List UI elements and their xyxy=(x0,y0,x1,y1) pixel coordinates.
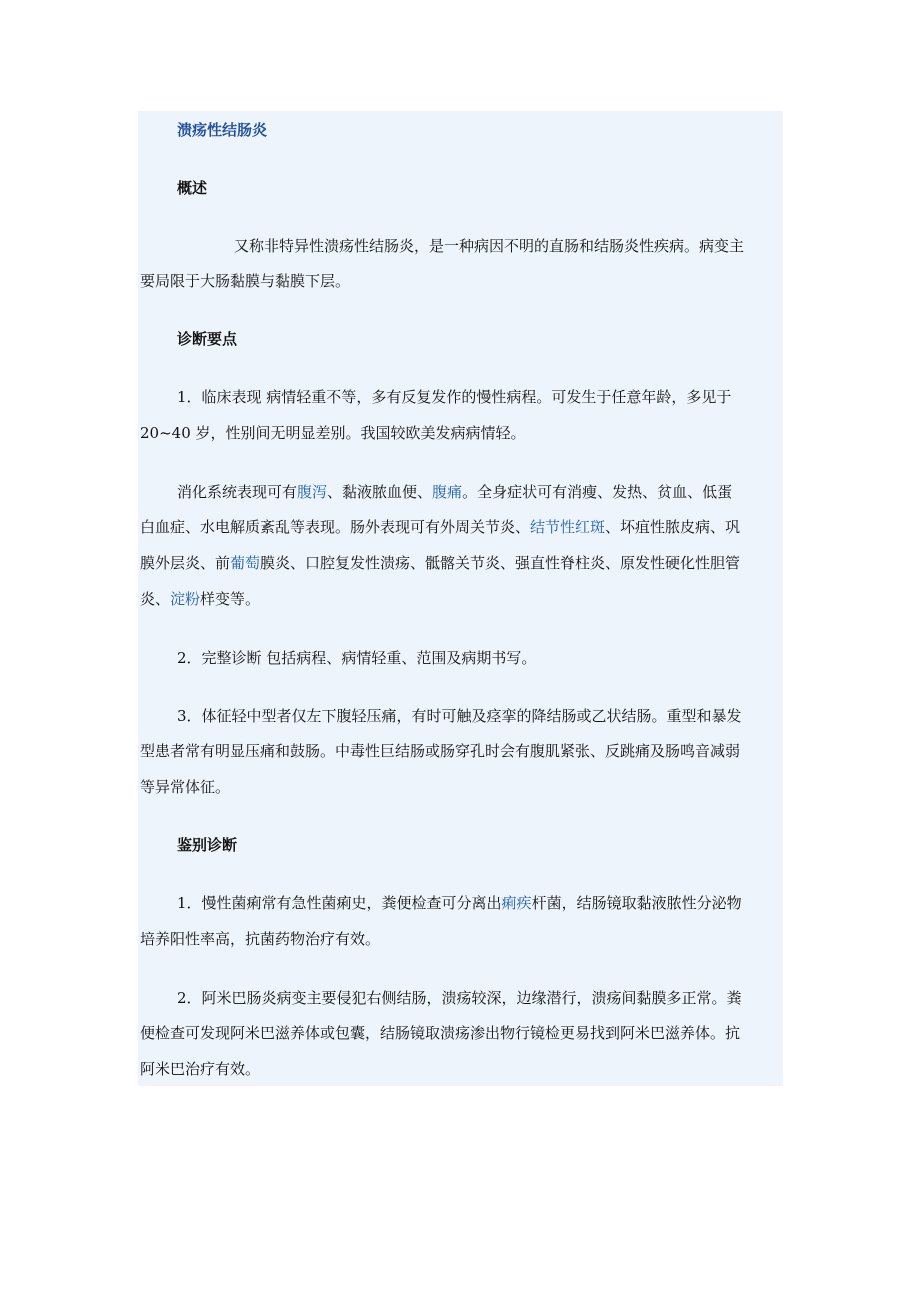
text-span: 消化系统表现可有 xyxy=(177,483,298,501)
diagnosis-p2-line-3 xyxy=(140,551,740,575)
link-erythema-nodosum[interactable]: 结节性红斑 xyxy=(530,518,606,536)
link-abdominal-pain[interactable]: 腹痛 xyxy=(432,483,463,501)
section-heading-overview: 概述 xyxy=(177,179,208,197)
link-dysentery[interactable]: 痢疾 xyxy=(501,894,532,912)
text-span: 膜外层炎、前 xyxy=(140,554,231,572)
overview-line-2: 要局限于大肠黏膜与黏膜下层。 xyxy=(140,272,351,290)
text-span: 白血症、水电解质紊乱等表现。肠外表现可有外周关节炎、 xyxy=(140,518,531,536)
text-span: 、坏疽性脓皮病、巩 xyxy=(605,518,741,536)
differential-p2-line-2: 便检查可发现阿米巴滋养体或包囊，结肠镜取溃疡渗出物行镜检更易找到阿米巴滋养体。抗 xyxy=(140,1024,741,1042)
page-title: 溃疡性结肠炎 xyxy=(177,121,268,139)
link-amyloid[interactable]: 淀粉 xyxy=(170,590,201,608)
text-span: 膜炎、口腔复发性溃疡、骶髂关节炎、强直性脊柱炎、原发性硬化性胆管 xyxy=(260,554,741,572)
text-span: 、黏液脓血便、 xyxy=(327,483,433,501)
link-grape[interactable]: 葡萄 xyxy=(230,554,261,572)
link-diarrhea[interactable]: 腹泻 xyxy=(297,483,328,501)
diagnosis-p2-line-1 xyxy=(177,480,732,504)
section-heading-diagnosis: 诊断要点 xyxy=(177,330,238,348)
diagnosis-p1-line-1: 1．临床表现 病情轻重不等，多有反复发作的慢性病程。可发生于任意年龄，多见于 xyxy=(177,388,732,406)
section-heading-differential: 鉴别诊断 xyxy=(177,836,238,854)
diagnosis-p2-line-2 xyxy=(140,515,740,539)
diagnosis-p4-line-3: 等异常体征。 xyxy=(140,778,231,796)
differential-p2-line-1: 2．阿米巴肠炎病变主要侵犯右侧结肠，溃疡较深，边缘潜行，溃疡间黏膜多正常。粪 xyxy=(177,989,742,1007)
diagnosis-p1-line-2: 20~40 岁，性别间无明显差别。我国较欧美发病病情轻。 xyxy=(140,424,526,442)
text-span: 。全身症状可有消瘦、发热、贫血、低蛋 xyxy=(462,483,733,501)
differential-p2-line-3: 阿米巴治疗有效。 xyxy=(140,1060,261,1078)
differential-p1-line-1 xyxy=(177,891,742,915)
text-span: 炎、 xyxy=(140,590,171,608)
diagnosis-p4-line-2: 型患者常有明显压痛和鼓肠。中毒性巨结肠或肠穿孔时会有腹肌紧张、反跳痛及肠鸣音减弱 xyxy=(140,742,741,760)
diagnosis-p2-line-4 xyxy=(140,587,260,611)
diagnosis-p4-line-1: 3．体征轻中型者仅左下腹轻压痛，有时可触及痉挛的降结肠或乙状结肠。重型和暴发 xyxy=(177,707,742,725)
text-span: 样变等。 xyxy=(200,590,261,608)
diagnosis-p3: 2．完整诊断 包括病程、病情轻重、范围及病期书写。 xyxy=(177,649,537,667)
text-span: 1．慢性菌痢常有急性菌痢史，粪便检查可分离出 xyxy=(177,894,502,912)
text-span: 杆菌，结肠镜取黏液脓性分泌物 xyxy=(531,894,742,912)
overview-line-1: 又称非特异性溃疡性结肠炎，是一种病因不明的直肠和结肠炎性疾病。病变主 xyxy=(234,237,745,255)
differential-p1-line-2: 培养阳性率高，抗菌药物治疗有效。 xyxy=(140,930,381,948)
